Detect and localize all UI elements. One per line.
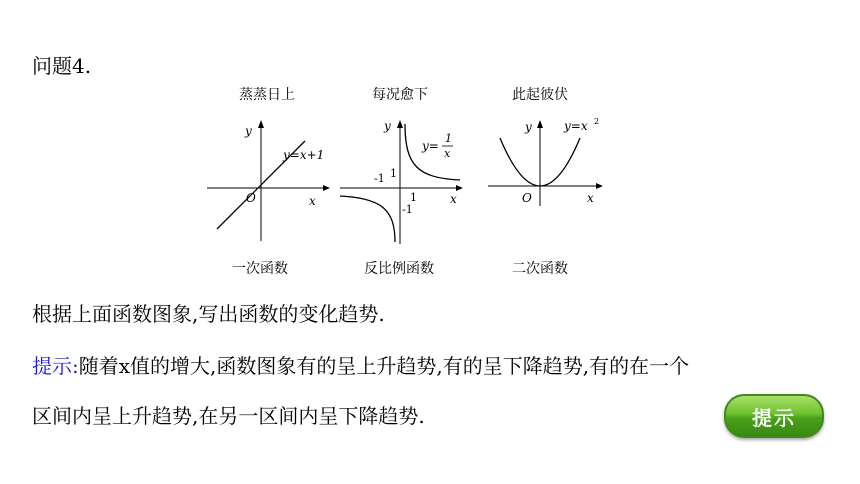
equation-denominator: x [444,147,451,160]
caption-reciprocal: 反比例函数 [364,261,434,277]
tick-neg-x: -1 [374,172,385,185]
reciprocal-plot [338,116,468,266]
tick-pos-y: 1 [390,167,397,180]
equation-prefix: y= [422,139,439,153]
graph-linear [205,84,335,266]
hint-line-1 [32,350,689,379]
tick-neg-y: -1 [402,203,413,216]
hint-line-2: 区间内呈上升趋势,在另一区间内呈下降趋势. [32,404,425,428]
origin-label: O [246,191,256,205]
graph-title: 蒸蒸日上 [239,87,295,103]
y-axis-label: y [384,119,391,133]
graph-quadratic [478,84,608,266]
graph-title: 此起彼伏 [512,87,568,103]
caption-quadratic: 二次函数 [512,261,568,277]
graph-title: 每况愈下 [372,87,428,103]
x-axis-label: x [587,191,594,205]
hint-text-1: 随着x值的增大,函数图象有的呈上升趋势,有的呈下降趋势,有的在一个 [78,354,690,378]
y-axis-label: y [525,120,532,134]
graph-reciprocal [338,84,468,266]
hint-label: 提示: [32,354,79,378]
question-prompt: 根据上面函数图象,写出函数的变化趋势. [32,302,385,326]
origin-label: O [522,191,532,205]
linear-plot [205,116,335,266]
question-title: 问题4. [32,54,92,78]
y-axis-label: y [245,124,252,138]
caption-linear: 一次函数 [232,261,288,277]
x-axis-label: x [309,194,316,208]
equation-exponent: 2 [594,117,600,126]
equation-label: y=x+1 [283,148,325,162]
hint-button[interactable]: 提示 [724,394,824,438]
equation-numerator: 1 [445,132,452,145]
x-axis-label: x [450,192,457,206]
tick-pos-x: 1 [410,191,417,204]
equation-label: y=x [564,119,588,133]
quadratic-plot [478,116,608,266]
